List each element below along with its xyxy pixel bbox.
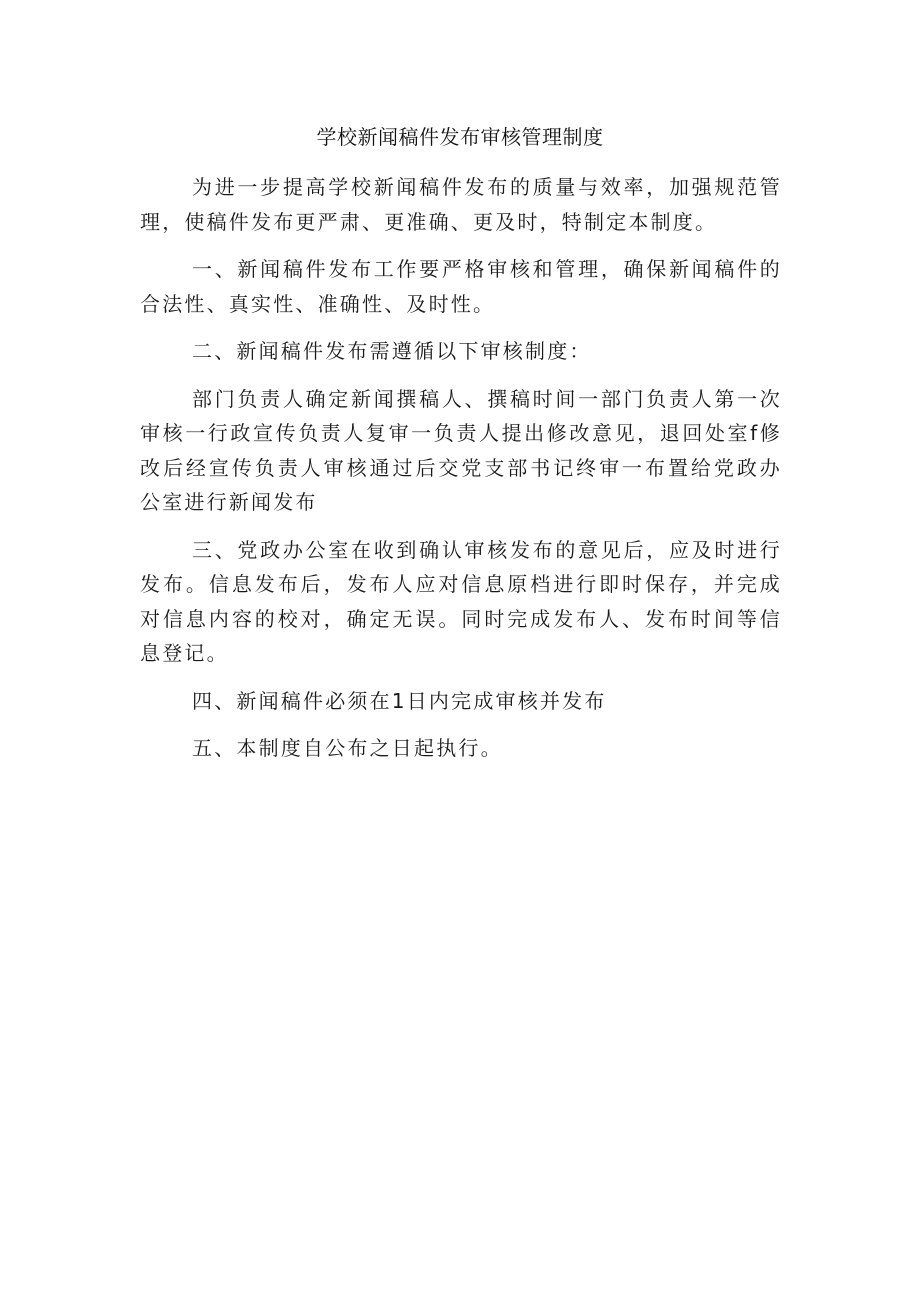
- intro-paragraph: 为进一步提高学校新闻稿件发布的质量与效率，加强规范管理，使稿件发布更严肃、更准确、更及时，特制定本制度。: [140, 175, 782, 234]
- document-title: 学校新闻稿件发布审核管理制度: [316, 125, 604, 149]
- clause-4-paragraph: 四、新闻稿件必须在1日内完成审核并发布: [192, 688, 607, 713]
- clause-1-paragraph: 一、新闻稿件发布工作要严格审核和管理，确保新闻稿件的合法性、真实性、准确性、及时性。: [140, 257, 782, 316]
- document-body: [140, 170, 782, 766]
- clause-3-paragraph: 三、党政办公室在收到确认审核发布的意见后，应及时进行发布。信息发布后，发布人应对信息原档进行即时保存，并完成对信息内容的校对，确定无误。同时完成发布人、发布时间等信息登记。: [140, 537, 782, 665]
- review-flow-paragraph: 部门负责人确定新闻撰稿人、撰稿时间一部门负责人第一次审核一行政宣传负责人复审一负责人提出修改意见，退回处室f修改后经宣传负责人审核通过后交党支部书记终审一布置给党政办公室进行新闻发布: [140, 386, 782, 514]
- clause-2-paragraph: 二、新闻稿件发布需遵循以下审核制度：: [192, 339, 592, 363]
- clause-5-paragraph: 五、本制度自公布之日起执行。: [192, 736, 503, 760]
